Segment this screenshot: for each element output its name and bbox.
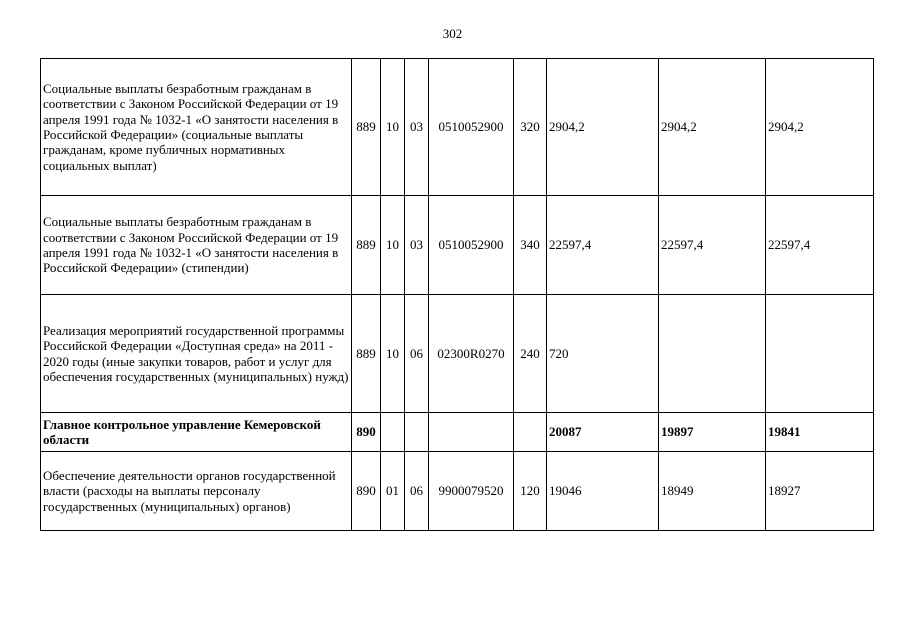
section-code: 01 (381, 452, 405, 531)
subsection-code: 03 (405, 196, 429, 295)
amount-year-3: 19841 (766, 413, 874, 452)
amount-year-2 (659, 295, 766, 413)
amount-year-1: 22597,4 (547, 196, 659, 295)
table-row (41, 295, 874, 413)
amount-year-2: 2904,2 (659, 59, 766, 196)
target-article-code: 9900079520 (429, 452, 514, 531)
ministry-code: 890 (352, 413, 381, 452)
expense-name: Главное контрольное управление Кемеровской области (41, 413, 352, 452)
table-row (41, 196, 874, 295)
table-row-department-total (41, 413, 874, 452)
amount-year-1: 19046 (547, 452, 659, 531)
expense-type-code: 320 (514, 59, 547, 196)
amount-year-1: 720 (547, 295, 659, 413)
expense-name: Реализация мероприятий государственной программы Российской Федерации «Доступная среда» на 2011 - 2020 годы (иные закупки товаров, работ и услуг для обеспечения государственных (муниципальных) нужд) (41, 295, 352, 413)
target-article-code (429, 413, 514, 452)
ministry-code: 889 (352, 295, 381, 413)
section-code: 10 (381, 295, 405, 413)
ministry-code: 889 (352, 196, 381, 295)
amount-year-2: 22597,4 (659, 196, 766, 295)
expense-name: Обеспечение деятельности органов государственной власти (расходы на выплаты персоналу государственных (муниципальных) органов) (41, 452, 352, 531)
amount-year-3: 2904,2 (766, 59, 874, 196)
amount-year-3: 22597,4 (766, 196, 874, 295)
section-code: 10 (381, 59, 405, 196)
expense-type-code (514, 413, 547, 452)
ministry-code: 889 (352, 59, 381, 196)
section-code (381, 413, 405, 452)
amount-year-3 (766, 295, 874, 413)
amount-year-1: 20087 (547, 413, 659, 452)
section-code: 10 (381, 196, 405, 295)
page-number: 302 (442, 26, 463, 41)
subsection-code: 03 (405, 59, 429, 196)
table-row (41, 452, 874, 531)
expense-type-code: 240 (514, 295, 547, 413)
expense-type-code: 120 (514, 452, 547, 531)
subsection-code: 06 (405, 452, 429, 531)
amount-year-2: 18949 (659, 452, 766, 531)
amount-year-3: 18927 (766, 452, 874, 531)
subsection-code (405, 413, 429, 452)
target-article-code: 0510052900 (429, 196, 514, 295)
amount-year-1: 2904,2 (547, 59, 659, 196)
ministry-code: 890 (352, 452, 381, 531)
target-article-code: 02300R0270 (429, 295, 514, 413)
expense-name: Социальные выплаты безработным гражданам в соответствии с Законом Российской Федерации от 19 апреля 1991 года № 1032-1 «О занятости населения в Российской Федерации» (социальные выплаты гражданам, кроме публичных нормативных социальных выплат) (41, 59, 352, 196)
expense-type-code: 340 (514, 196, 547, 295)
subsection-code: 06 (405, 295, 429, 413)
table-row (41, 59, 874, 196)
target-article-code: 0510052900 (429, 59, 514, 196)
amount-year-2: 19897 (659, 413, 766, 452)
budget-table (40, 58, 874, 531)
expense-name: Социальные выплаты безработным гражданам в соответствии с Законом Российской Федерации от 19 апреля 1991 года № 1032-1 «О занятости населения в Российской Федерации» (стипендии) (41, 196, 352, 295)
